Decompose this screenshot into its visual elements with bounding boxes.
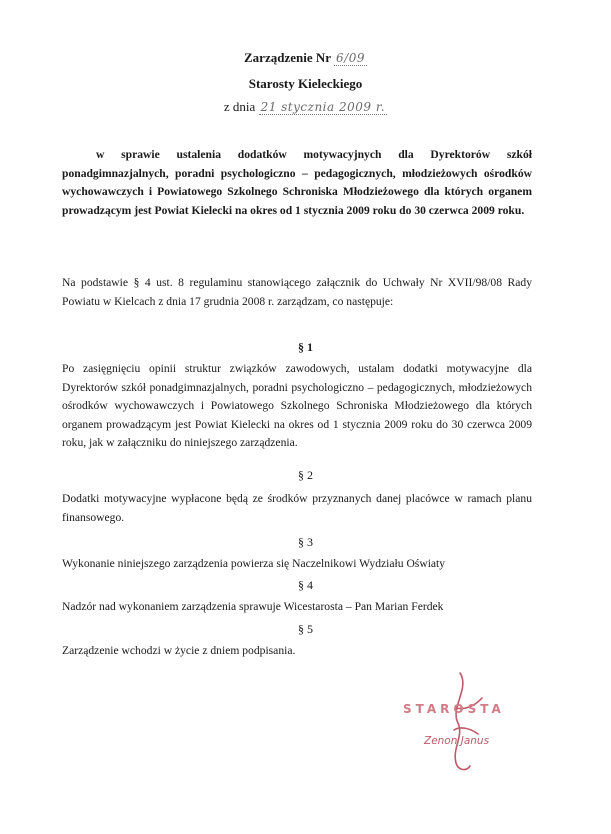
date-line [0, 99, 611, 115]
section-2-text: Dodatki motywacyjne wypłacone będą ze środków przyznanych danej placówce w ramach planu finansowego. [62, 492, 532, 524]
handwritten-signature [430, 668, 500, 778]
stamp-title: STAROSTA [403, 702, 505, 716]
order-number: 6/09 [336, 51, 365, 65]
signer-name: Zenon Janus [424, 735, 490, 747]
section-5-text: Zarządzenie wchodzi w życie z dniem podpisania. [62, 644, 296, 657]
section-2-heading: § 2 [298, 468, 313, 482]
section-4-heading: § 4 [298, 578, 313, 592]
issuer-line [0, 76, 611, 92]
legal-basis-paragraph: Na podstawie § 4 ust. 8 regulaminu stanowiącego załącznik do Uchwały Nr XVII/98/08 Rady Powiatu w Kielcach z dnia 17 grudnia 2008 r. zarządzam, co następuje: [62, 276, 532, 308]
section-5-heading: § 5 [298, 622, 313, 636]
document-title [0, 50, 611, 66]
issue-date: 21 stycznia 2009 r. [260, 100, 386, 114]
issuer: Starosty Kieleckiego [248, 76, 363, 91]
subject-paragraph: w sprawie ustalenia dodatków motywacyjnych dla Dyrektorów szkół ponadgimnazjalnych, poradni psychologiczno – pedagogicznych, młodzieżowych ośrodków wychowawczych i Powiatowego Szkolnego Schroniska Młodzieżowego dla których organem prowadzącym jest Powiat Kielecki na okres od 1 stycznia 2009 roku do 30 czerwca 2009 roku. [62, 148, 532, 217]
section-3-heading: § 3 [298, 535, 313, 549]
date-prefix: z dnia [223, 99, 256, 114]
section-3-text: Wykonanie niniejszego zarządzenia powierza się Naczelnikowi Wydziału Oświaty [62, 557, 446, 570]
title-prefix: Zarządzenie Nr [244, 50, 331, 65]
section-1-text: Po zasięgnięciu opinii struktur związków zawodowych, ustalam dodatki motywacyjne dla Dyrektorów szkół ponadgimnazjalnych, poradni psychologiczno – pedagogicznych, młodzieżowych ośrodków wychowawczych i Powiatowego Szkolnego Schroniska Młodzieżowego dla których organem prowadzącym jest Powiat Kielecki na okres od 1 stycznia 2009 roku do 30 czerwca 2009 roku, jak w załączniku do niniejszego zarządzenia. [62, 362, 532, 450]
section-1-heading: § 1 [298, 340, 313, 354]
section-4-text: Nadzór nad wykonaniem zarządzenia sprawuje Wicestarosta – Pan Marian Ferdek [62, 600, 444, 613]
